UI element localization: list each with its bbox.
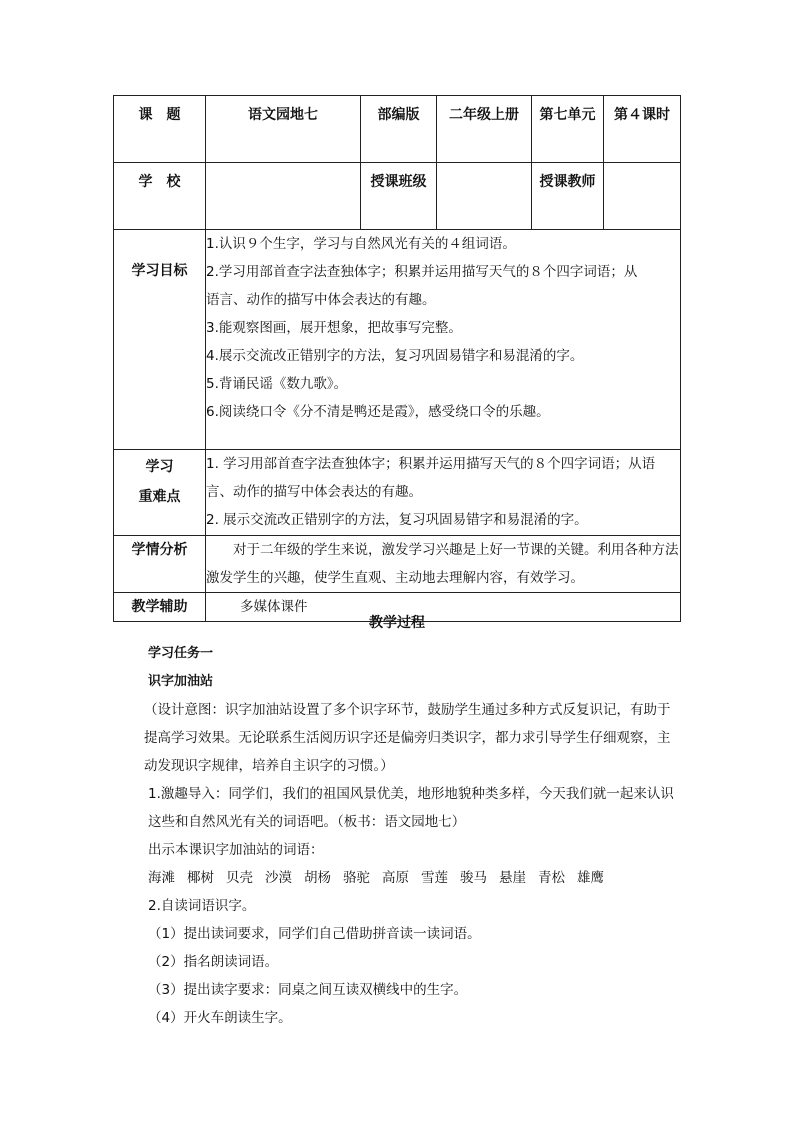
goal-item: 2.学习用部首查字法查独体字；积累并运用描写天气的８个四字词语；从	[206, 264, 638, 280]
key-points-label	[114, 450, 206, 536]
analysis-label: 学情分析	[114, 536, 206, 593]
class-value	[437, 163, 532, 230]
aid-text: 多媒体课件	[206, 593, 681, 622]
word-item: 悬崖	[499, 870, 526, 886]
table-row	[114, 450, 681, 536]
word-list	[148, 864, 682, 892]
edition: 部编版	[361, 96, 437, 163]
key-label-line: 学习	[145, 459, 174, 475]
word-item: 青松	[538, 870, 565, 886]
goal-item: 4.展示交流改正错别字的方法，复习巩固易错字和易混淆的字。	[206, 348, 584, 364]
key-item: 1. 学习用部首查字法查独体字；积累并运用描写天气的８个四字词语；从语言、动作的描写中体会表达的有趣。	[206, 456, 656, 500]
word-item: 胡杨	[304, 870, 331, 886]
word-item: 高原	[382, 870, 409, 886]
table-row	[114, 96, 681, 163]
step-2: 2.自读词语识字。	[148, 898, 256, 914]
key-points	[206, 450, 681, 536]
word-item: 贝壳	[226, 870, 253, 886]
lesson-info-table	[113, 95, 681, 622]
task-heading: 学习任务一	[148, 646, 214, 661]
goal-item: 语言、动作的描写中体会表达的有趣。	[206, 292, 436, 308]
process-body	[144, 640, 682, 1032]
station-heading: 识字加油站	[148, 674, 214, 689]
goal-item: 6.阅读绕口令《分不清是鸭还是霞》，感受绕口令的乐趣。	[206, 404, 550, 420]
word-item: 骏马	[460, 870, 487, 886]
word-item: 雪莲	[421, 870, 448, 886]
topic-label: 课 题	[114, 96, 206, 163]
goal-item: 3.能观察图画，展开想象，把故事写完整。	[206, 320, 462, 336]
period: 第４课时	[604, 96, 681, 163]
goal-item: 1.认识９个生字，学习与自然风光有关的４组词语。	[206, 236, 516, 252]
design-note: （设计意图：识字加油站设置了多个识字环节，鼓励学生通过多种方式反复识记，有助于提高学习效果。无论联系生活阅历识字还是偏旁归类识字，都力求引导学生仔细观察，主动发现识字规律，培养自主识字的习惯。）	[144, 702, 671, 774]
analysis-text: 对于二年级的学生来说，激发学习兴趣是上好一节课的关键。利用各种方法激发学生的兴趣，使学生直观、主动地去理解内容，有效学习。	[206, 536, 681, 593]
table-row	[114, 230, 681, 450]
goal-item: 5.背诵民谣《数九歌》。	[206, 376, 348, 392]
substep: （3）提出读字要求：同桌之间互读双横线中的生字。	[148, 982, 468, 998]
intro-step: 1.激趣导入：同学们，我们的祖国风景优美，地形地貌种类多样，今天我们就一起来认识这些和自然风光有关的词语吧。（板书：语文园地七）	[148, 786, 674, 830]
word-item: 骆驼	[343, 870, 370, 886]
aid-label: 教学辅助	[114, 593, 206, 622]
table-row	[114, 163, 681, 230]
word-item: 雄鹰	[577, 870, 604, 886]
goals-list	[206, 230, 681, 450]
lesson-name: 语文园地七	[206, 96, 361, 163]
word-item: 椰树	[187, 870, 214, 886]
substep: （2）指名朗读词语。	[148, 954, 279, 970]
key-item: 2. 展示交流改正错别字的方法，复习巩固易错字和易混淆的字。	[206, 512, 588, 528]
unit: 第七单元	[532, 96, 604, 163]
class-label: 授课班级	[361, 163, 437, 230]
show-words-line: 出示本课识字加油站的词语：	[148, 842, 324, 858]
table-row	[114, 536, 681, 593]
word-item: 海滩	[148, 870, 175, 886]
process-title: 教学过程	[369, 615, 425, 631]
goals-label: 学习目标	[114, 230, 206, 450]
teacher-value	[604, 163, 681, 230]
substep: （4）开火车朗读生字。	[148, 1010, 292, 1026]
school-value	[206, 163, 361, 230]
teacher-label: 授课教师	[532, 163, 604, 230]
word-item: 沙漠	[265, 870, 292, 886]
key-label-line: 重难点	[138, 489, 181, 505]
grade: 二年级上册	[437, 96, 532, 163]
school-label: 学 校	[114, 163, 206, 230]
substep: （1）提出读词要求，同学们自己借助拼音读一读词语。	[148, 926, 481, 942]
